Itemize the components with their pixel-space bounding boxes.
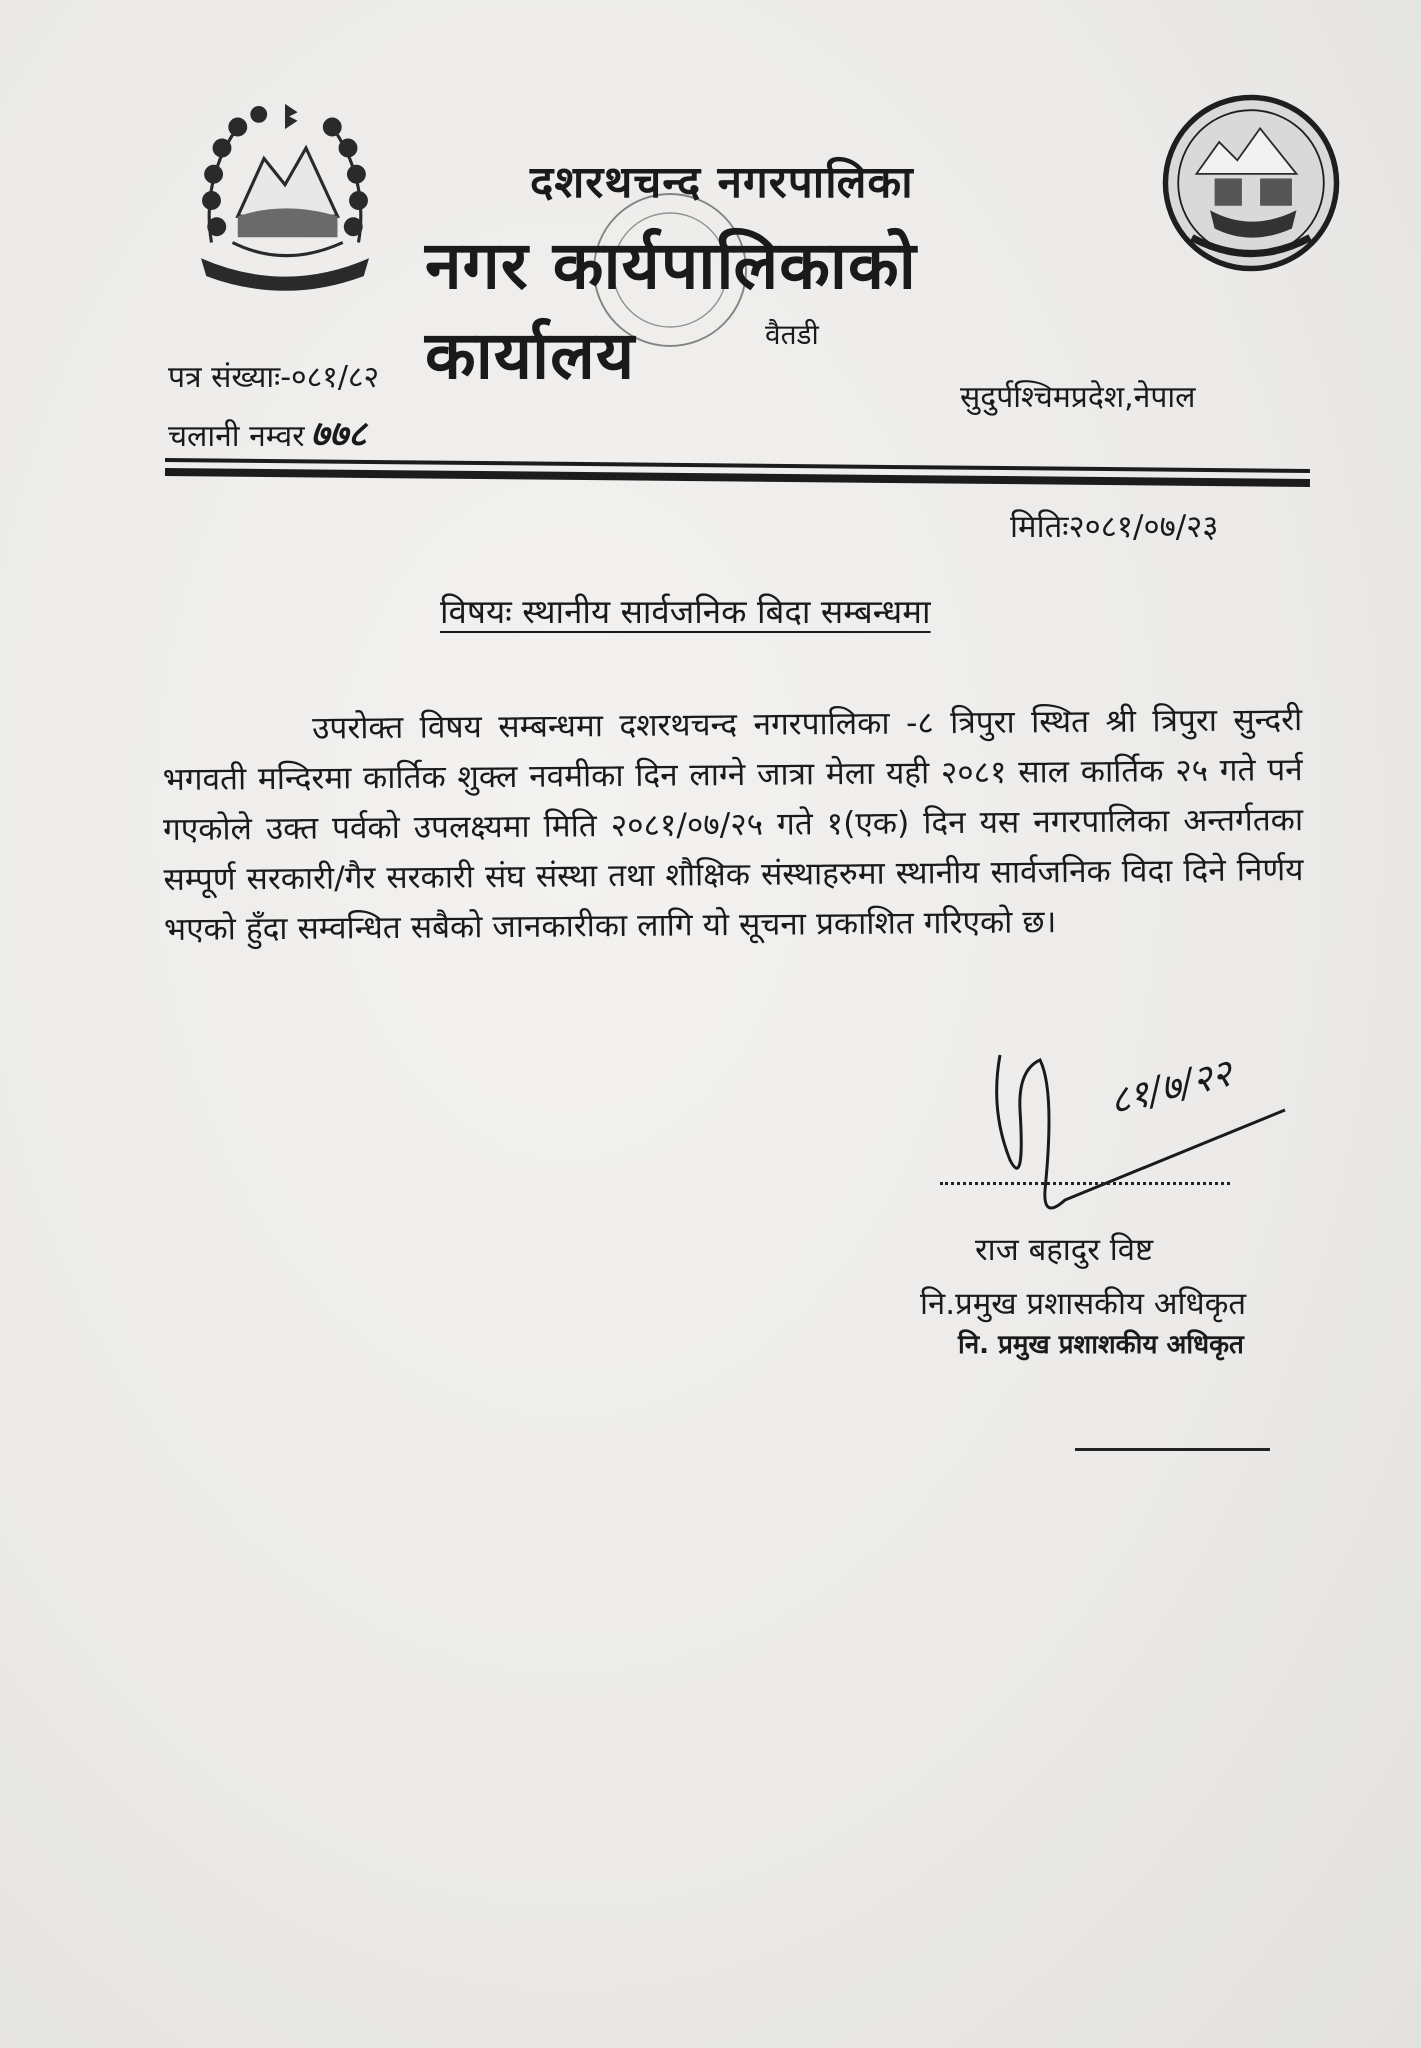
dispatch-number [168, 408, 367, 457]
signature-dotted-line [940, 1182, 1230, 1185]
dispatch-label: चलानी नम्वर [168, 419, 305, 454]
letter-subject: विषयः स्थानीय सार्वजनिक बिदा सम्बन्धमा [440, 592, 931, 631]
office-location: वैतडी [765, 318, 819, 351]
footer-signature-line [1075, 1448, 1270, 1451]
letter-body: उपरोक्त विषय सम्बन्धमा दशरथचन्द नगरपालिका -८ त्रिपुरा स्थित श्री त्रिपुरा सुन्दरी भगवती मन्दिरमा कार्तिक शुक्ल नवमीका दिन लाग्ने जात्रा मेला यही २०८१ साल कार्तिक २५ गते पर्न गएकोले उक्त पर्वको उपलक्ष्यमा मिति २०८१/०७/२५ गते १(एक) दिन यस नगरपालिका अन्तर्गतका सम्पूर्ण सरकारी/गैर सरकारी संघ संस्था तथा शौक्षिक संस्थाहरुमा स्थानीय सार्वजनिक विदा दिने निर्णय भएको हुँदा सम्वन्धित सबैको जानकारीका लागि यो सूचना प्रकाशित गरिएको छ। [162, 702, 1304, 948]
province-address: सुदुर्पश्चिमप्रदेश,नेपाल [960, 380, 1196, 415]
dispatch-value: ७७८ [310, 413, 367, 455]
letter-number: पत्र संख्याः-०८१/८२ [168, 360, 380, 395]
office-title: नगर कार्यपालिकाको कार्यालय [425, 227, 917, 394]
signature-date: ८१/७/२२ [1104, 1050, 1237, 1124]
signatory-name: राज बहादुर विष्ट [975, 1232, 1154, 1268]
municipality-logo-icon [1160, 92, 1342, 274]
nepal-emblem-icon [180, 85, 390, 295]
signatory-title-stamp: नि. प्रमुख प्रशाशकीय अधिकृत [958, 1330, 1244, 1360]
signatory-title: नि.प्रमुख प्रशासकीय अधिकृत [920, 1286, 1247, 1322]
letter-date: मितिः२०८१/०७/२३ [1010, 509, 1219, 545]
office-name: दशरथचन्द नगरपालिका [530, 157, 914, 208]
